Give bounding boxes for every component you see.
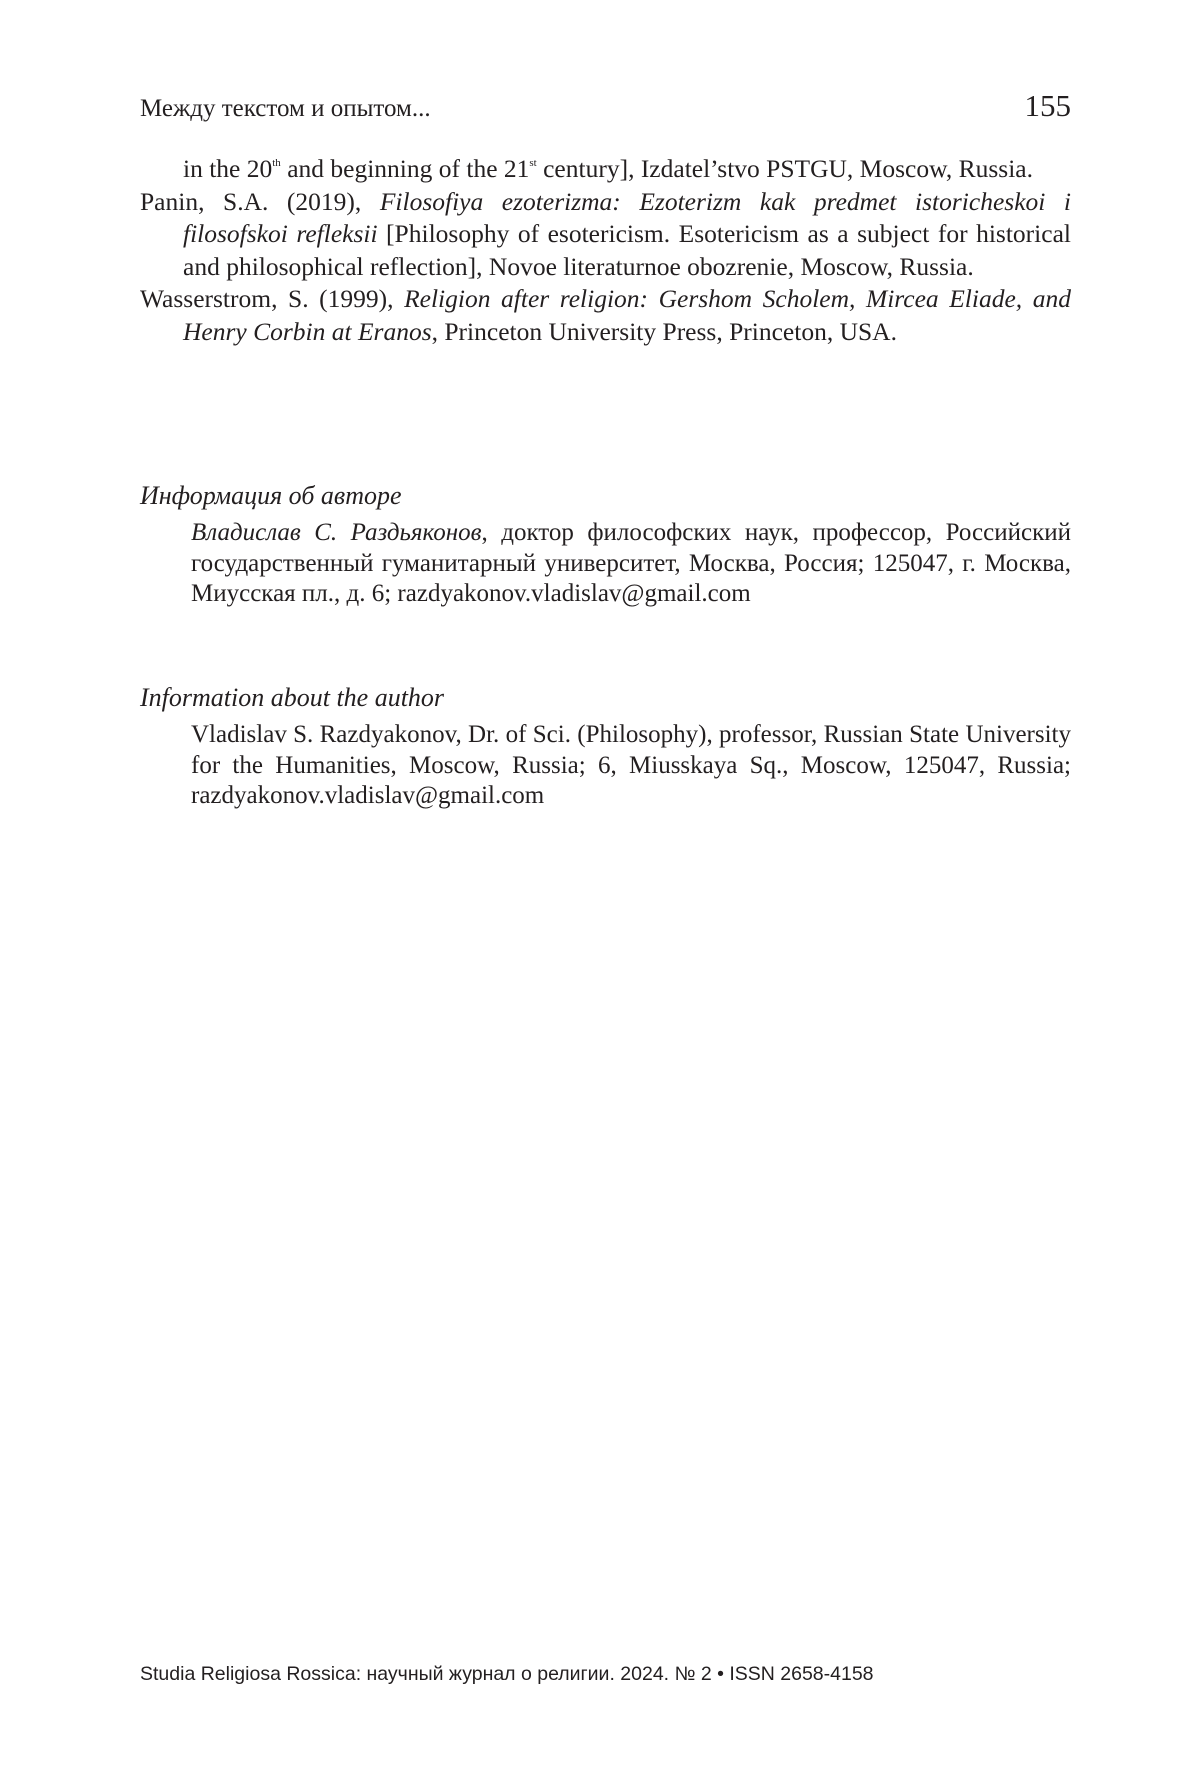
running-header [140,88,1071,128]
author-info-ru-heading: Информация об авторе [140,481,402,510]
author-details-ru: , доктор философских наук, профессор, Российский государственный гуманитарный университет, Москва, Россия; 125047, г. Москва, Миусская пл., д. 6; razdyakonov.vladislav@gmail.com [191,519,1071,607]
reference-panin [140,186,1071,284]
running-footer: Studia Religiosa Rossica: научный журнал о религии. 2024. № 2 • ISSN 2658-4158 [140,1663,874,1685]
reference-title: Religion after religion: Gershom Scholem, Mircea Eliade, and Henry Corbin at Eranos [183,284,1071,346]
author-info-ru [140,480,1071,610]
running-title: Между текстом и опытом... [140,95,431,122]
journal-page [140,0,1071,1780]
reference-text: century], Izdatel’stvo PSTGU, Moscow, Russia. [536,154,1033,183]
author-info-en [140,682,1071,812]
reference-title: Filosofiya ezoterizma: Ezoterizm kak predmet istoricheskoi i filosofskoi refleksii [183,186,1071,248]
author-details-en: Vladislav S. Razdyakonov, Dr. of Sci. (Philosophy), professor, Russian State University for the Humanities, Moscow, Russia; 6, Miusskaya Sq., Moscow, 125047, Russia; razdyakonov.vladislav@gmail.com [191,721,1071,809]
superscript-st: st [529,157,537,169]
reference-continuation [140,153,1071,186]
reference-wasserstrom [140,283,1071,348]
reference-author-year: Panin, S.A. (2019), [140,186,380,216]
author-info-ru-text [140,518,1071,610]
reference-text: in the 20 [183,154,273,183]
reference-details: [Philosophy of esotericism. Esotericism as a subject for historical and philosophical reflection], Novoe literaturnoe obozrenie, Moscow, Russia. [183,219,1071,281]
reference-list [140,153,1071,348]
reference-text: and beginning of the 21 [280,154,530,183]
author-name-ru: Владислав С. Раздьяконов [191,519,482,546]
reference-details: , Princeton University Press, Princeton, USA. [431,316,897,346]
reference-author-year: Wasserstrom, S. (1999), [140,284,405,313]
superscript-th: th [272,157,281,169]
page-number: 155 [1024,88,1071,123]
author-info-en-heading: Information about the author [140,683,445,712]
